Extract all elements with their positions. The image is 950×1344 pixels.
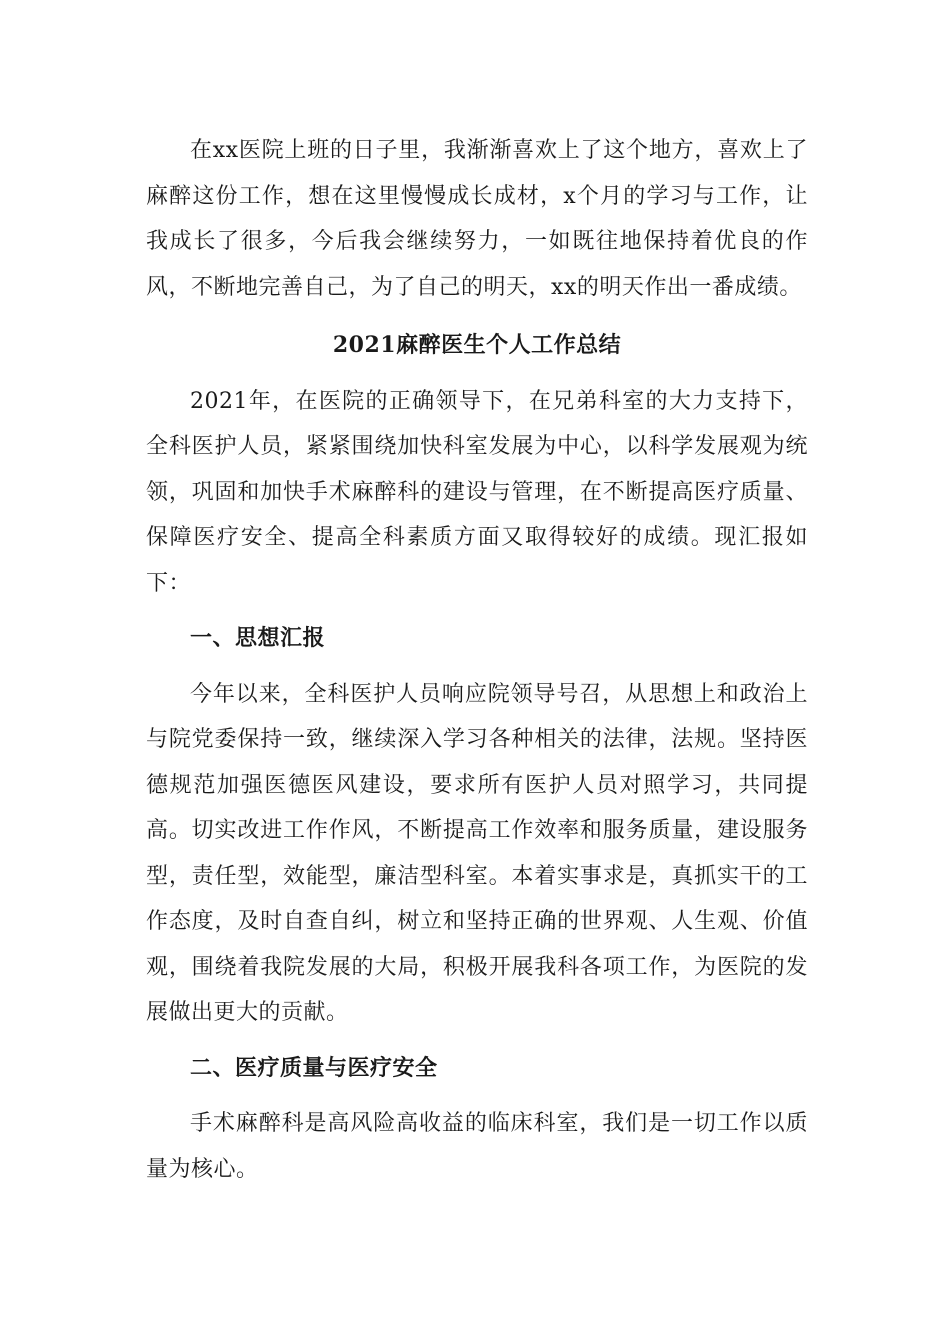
intro-paragraph: 在xx医院上班的日子里，我渐渐喜欢上了这个地方，喜欢上了麻醉这份工作，想在这里慢慢成长成材，x个月的学习与工作，让我成长了很多，今后我会继续努力，一如既往地保持着优良的作风，不断地完善自己，为了自己的明天，xx的明天作出一番成绩。 [146,138,808,300]
summary-paragraph: 2021年，在医院的正确领导下，在兄弟科室的大力支持下，全科医护人员，紧紧围绕加快科室发展为中心，以科学发展观为统领，巩固和加快手术麻醉科的建设与管理，在不断提高医疗质量、保障医疗安全、提高全科素质方面又取得较好的成绩。现汇报如下： [146,388,808,596]
section-body-thought-report: 今年以来，全科医护人员响应院领导号召，从思想上和政治上与院党委保持一致，继续深入学习各种相关的法律，法规。坚持医德规范加强医德医风建设，要求所有医护人员对照学习，共同提高。切实改进工作作风，不断提高工作效率和服务质量，建设服务型，责任型，效能型，廉洁型科室。本着实事求是，真抓实干的工作态度，及时自查自纠，树立和坚持正确的世界观、人生观、价值观，围绕着我院发展的大局，积极开展我科各项工作，为医院的发展做出更大的贡献。 [146,681,808,1025]
section-body-medical-quality: 手术麻醉科是高风险高收益的临床科室，我们是一切工作以质量为核心。 [146,1111,808,1182]
section-heading-thought-report: 一、思想汇报 [190,625,326,651]
section-heading-medical-quality: 二、医疗质量与医疗安全 [190,1054,438,1081]
document-page [146,128,808,1192]
document-title: 2021麻醉医生个人工作总结 [332,332,622,358]
